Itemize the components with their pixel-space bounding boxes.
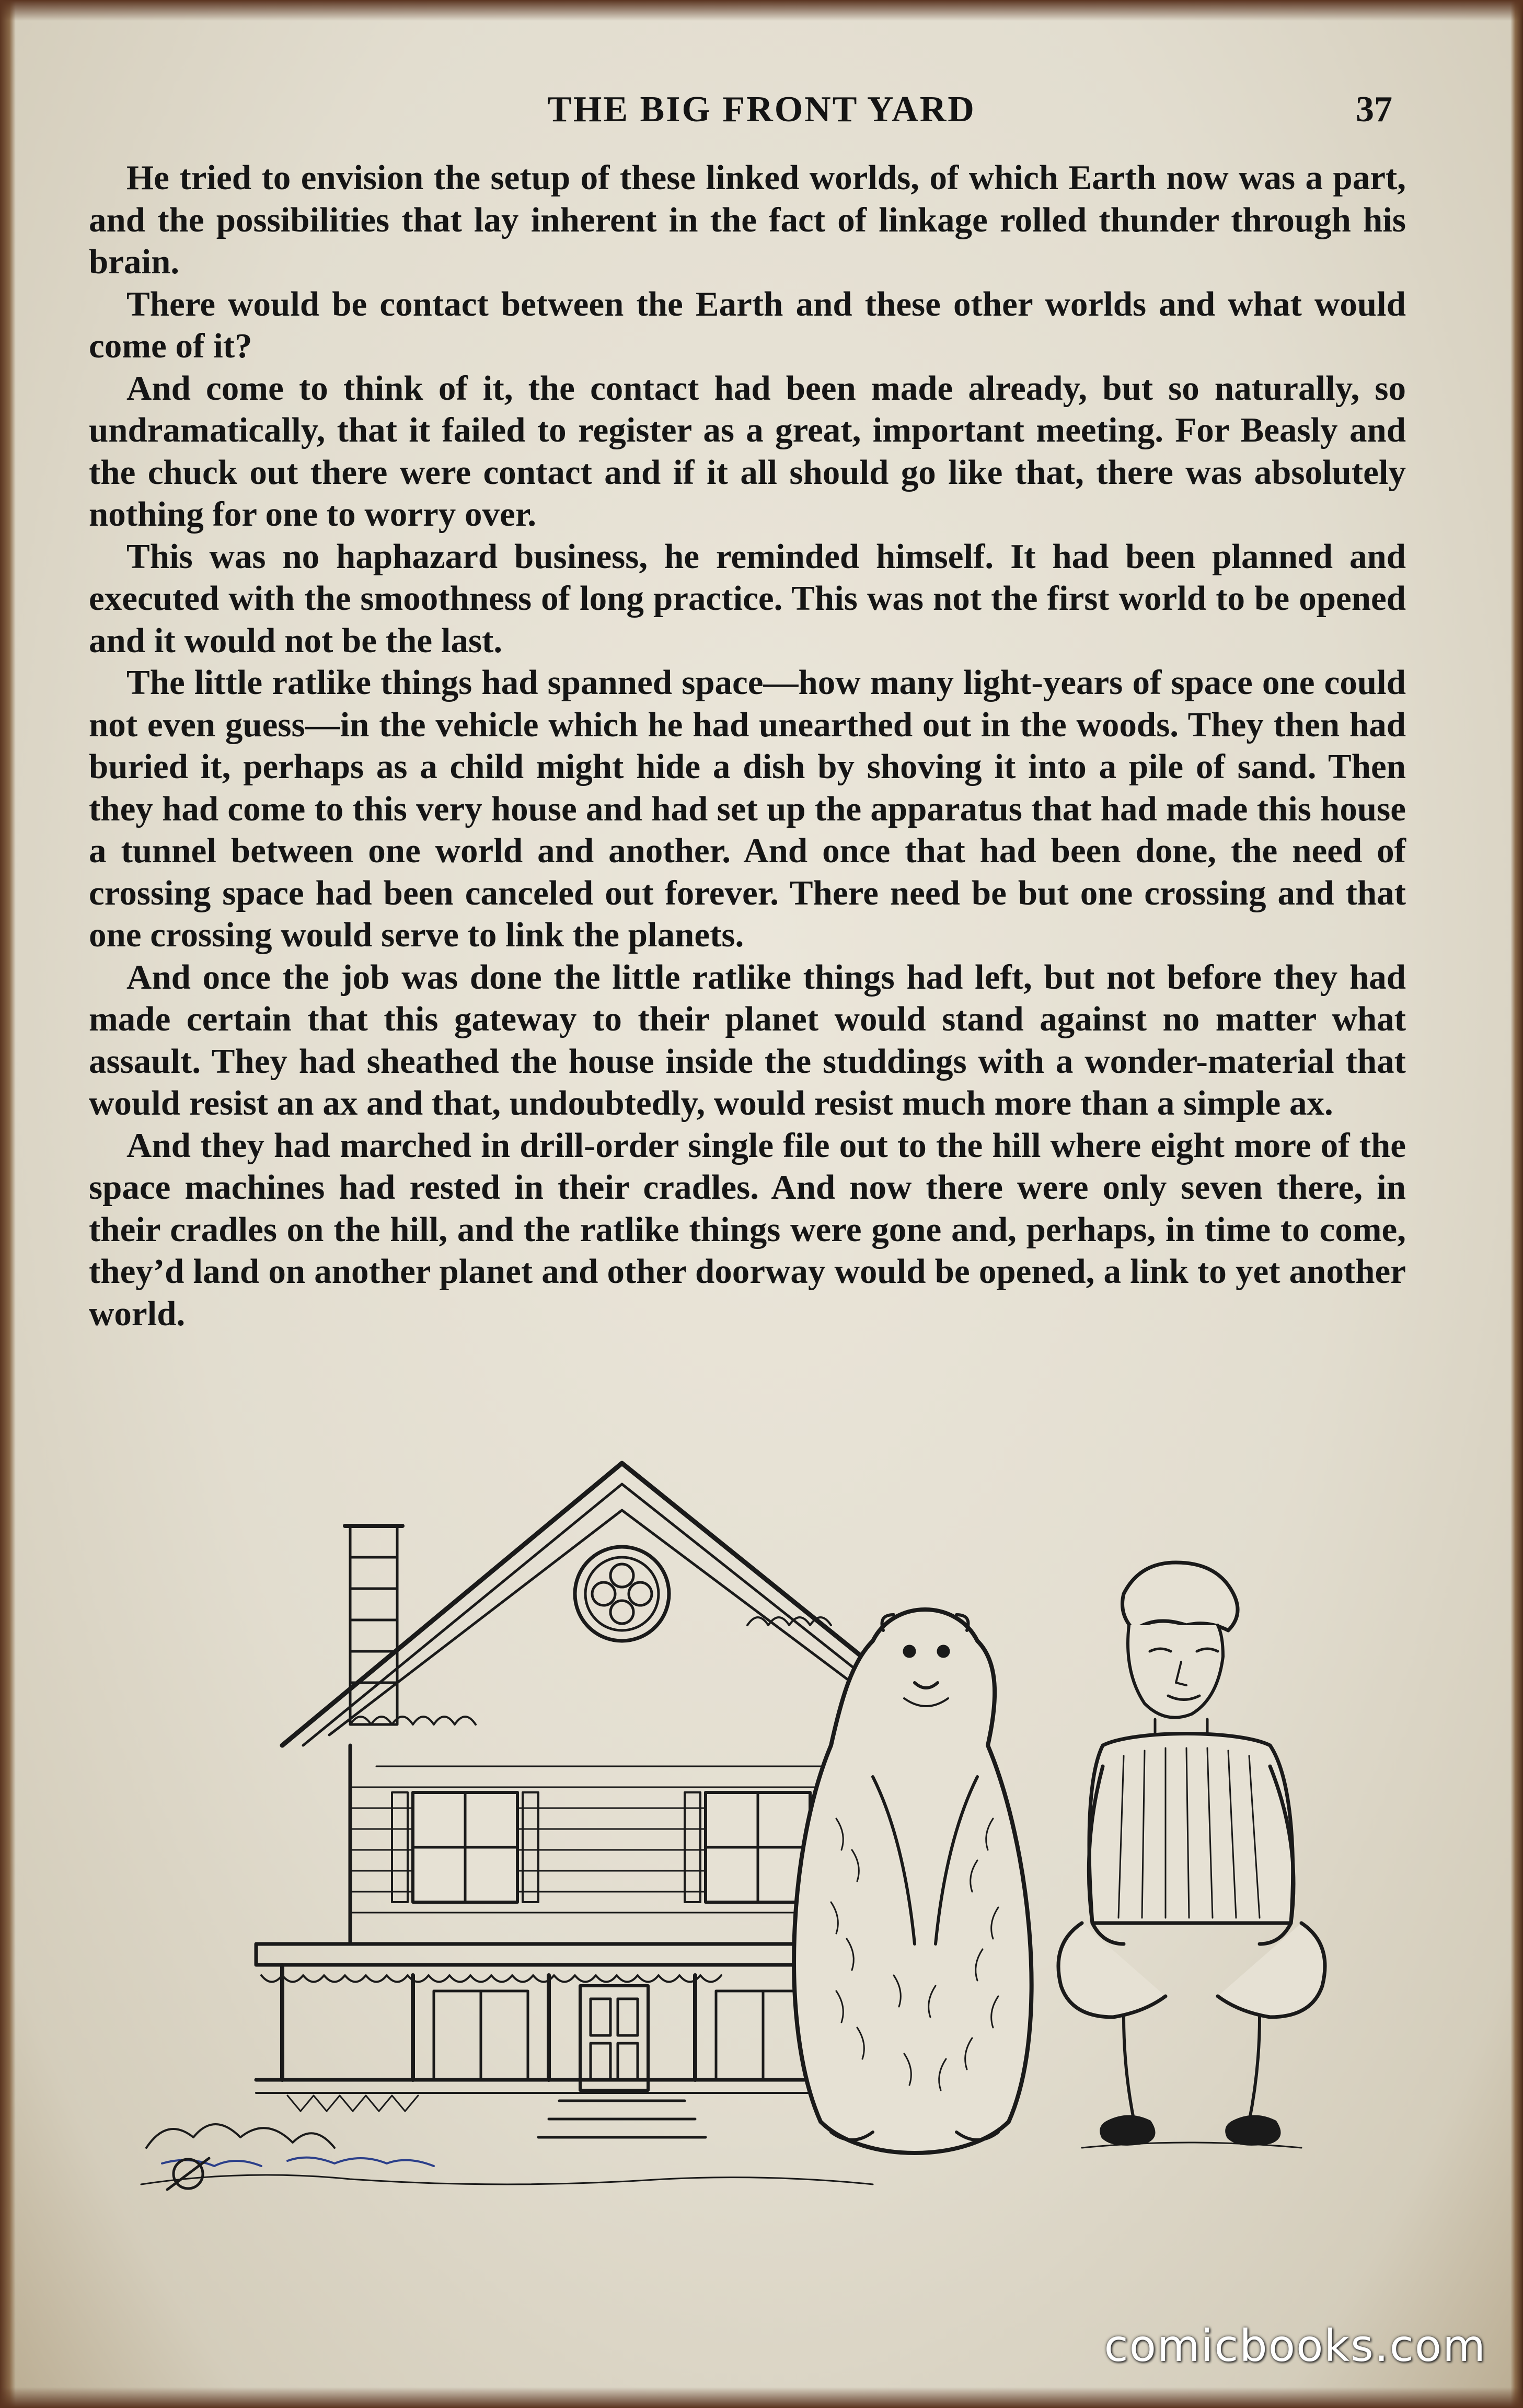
page-edge-left <box>0 0 16 2408</box>
page-edge-bottom <box>0 2387 1523 2408</box>
page-edge-right <box>1510 0 1523 2408</box>
page-number: 37 <box>1356 89 1392 130</box>
illustration <box>131 1453 1375 2205</box>
paragraph: There would be contact between the Earth and these other worlds and what would come of it? <box>89 284 1406 365</box>
body-text <box>89 157 1406 1335</box>
woodchuck-drawing <box>794 1610 1032 2153</box>
artist-signature <box>167 2158 209 2190</box>
paragraph: The little ratlike things had spanned space—how many light-years of space one could not even guess—in the vehicle which he had unearthed out in the woods. They then had buried it, perhaps as a child might hide a dish by shoving it into a pile of sand. Then they had come to this very house and had set up the apparatus that had made this house a tunnel between one world and another. And once that had been done, the need of crossing space had been canceled out forever. There need be but one crossing and that one crossing would serve to link the planets. <box>89 663 1406 954</box>
running-head <box>0 89 1523 141</box>
paragraph: And once the job was done the little ratlike things had left, but not before they had made certain that this gateway to their planet would stand against no matter what assault. They had sheathed the house inside the studdings with a wonder-material that would resist an ax and that, undoubtedly, would resist much more than a simple ax. <box>89 957 1406 1122</box>
paragraph: And come to think of it, the contact had been made already, but so naturally, so undramatically, that it failed to register as a great, important meeting. For Beasly and the chuck out there were contact and if it all should go like that, there was absolutely nothing for one to worry over. <box>89 368 1406 534</box>
running-title: THE BIG FRONT YARD <box>547 89 976 130</box>
paragraph: And they had marched in drill-order single file out to the hill where eight more of the space machines had rested in their cradles. And now there were only seven there, in their cradles on the hill, and the ratlike things were gone and, perhaps, in time to come, they’d land on another planet and other doorway would be opened, a link to yet another world. <box>89 1126 1406 1333</box>
paragraph: This was no haphazard business, he reminded himself. It had been planned and executed with the smoothness of long practice. This was not the first world to be opened and it would not be the last. <box>89 537 1406 660</box>
watermark: comicbooks.com <box>1104 2320 1486 2371</box>
page-edge-top <box>0 0 1523 21</box>
crouching-man-drawing <box>1058 1562 1325 2148</box>
paragraph: He tried to envision the setup of these linked worlds, of which Earth now was a part, and the possibilities that lay inherent in the fact of linkage rolled thunder through his brain. <box>89 158 1406 281</box>
